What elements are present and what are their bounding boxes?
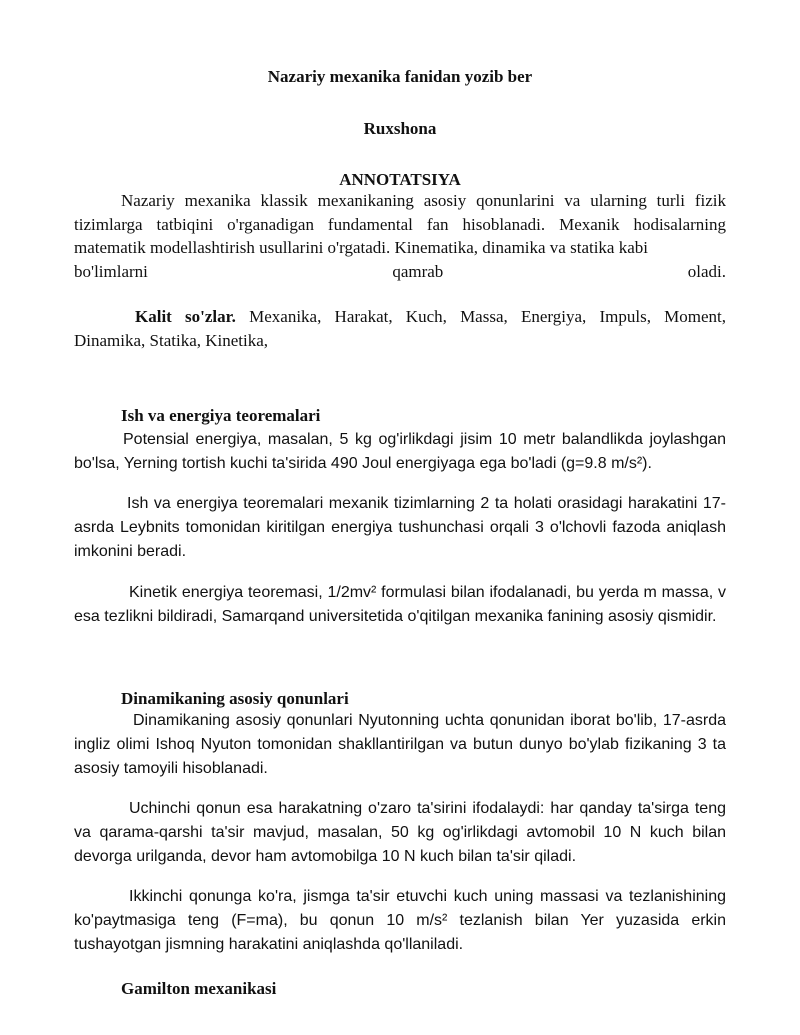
document-author: Ruxshona: [363, 119, 437, 138]
section-paragraph: Ikkinchi qonunga ko'ra, jismga ta'sir etuvchi kuch uning massasi va tezlanishining ko'paytmasiga teng (F=ma), bu qonun 10 m/s² tezlanish bilan Yer yuzasida erkin tushayotgan jismning harakatini aniqlashda qo'llaniladi.: [74, 888, 726, 953]
annotation-paragraph: [74, 189, 726, 260]
annotation-heading: ANNOTATSIYA: [339, 170, 461, 189]
keywords-text: Mexanika, Harakat, Kuch, Massa, Energiya, Impuls, Moment, Dinamika, Statika, Kinetika,: [74, 307, 727, 350]
annotation-paragraph-last-line: [74, 260, 726, 284]
section-paragraph: Kinetik energiya teoremasi, 1/2mv² formulasi bilan ifodalanadi, bu yerda m massa, v esa tezlikni bildiradi, Samarqand universitetida o'qitilgan mexanika fanining asosiy qismidir.: [74, 584, 726, 625]
keywords-label: Kalit so'zlar.: [135, 307, 236, 326]
annotation-text: Nazariy mexanika klassik mexanikaning asosiy qonunlarini va ularning turli fizik tizimlarga tatbiqini o'rganadigan fundamental fan hisoblanadi. Mexanik hodisalarning matematik modellashtirish usullarini o'rgatadi. Kinematika, dinamika va statika kabi: [74, 191, 726, 257]
section-heading: Dinamikaning asosiy qonunlari: [121, 689, 349, 708]
section-paragraph: Uchinchi qonun esa harakatning o'zaro ta'sirini ifodalaydi: har qanday ta'sirga teng va qarama-qarshi ta'sir mavjud, masalan, 50 kg og'irlikdagi avtomobil 10 N kuch bilan devorga urilganda, devor ham avtomobilga 10 N kuch bilan ta'sir qiladi.: [74, 800, 726, 865]
section-heading: Gamilton mexanikasi: [121, 979, 277, 998]
section-paragraph: Potensial energiya, masalan, 5 kg og'irlikdagi jisim 10 metr balandlikda joylashgan bo'lsa, Yerning tortish kuchi ta'sirida 490 Joul energiyaga ega bo'ladi (g=9.8 m/s²).: [74, 431, 726, 472]
document-title: Nazariy mexanika fanidan yozib ber: [267, 67, 533, 86]
section-heading: Ish va energiya teoremalari: [121, 406, 321, 425]
annotation-text-last: bo'limlarni qamrab oladi.: [74, 261, 726, 281]
keywords-paragraph: [74, 305, 726, 352]
section-paragraph: Dinamikaning asosiy qonunlari Nyutonning uchta qonunidan iborat bo'lib, 17-asrda ingliz olimi Ishoq Nyuton tomonidan shakllantirilgan va butun dunyo bo'ylab fizikaning 3 ta asosiy tamoyili hisoblanadi.: [74, 712, 726, 777]
section-paragraph: Ish va energiya teoremalari mexanik tizimlarning 2 ta holati orasidagi harakatini 17-asrda Leybnits tomonidan kiritilgan energiya tushunchasi orqali 3 o'lchovli fazoda aniqlash imkonini beradi.: [74, 495, 726, 560]
